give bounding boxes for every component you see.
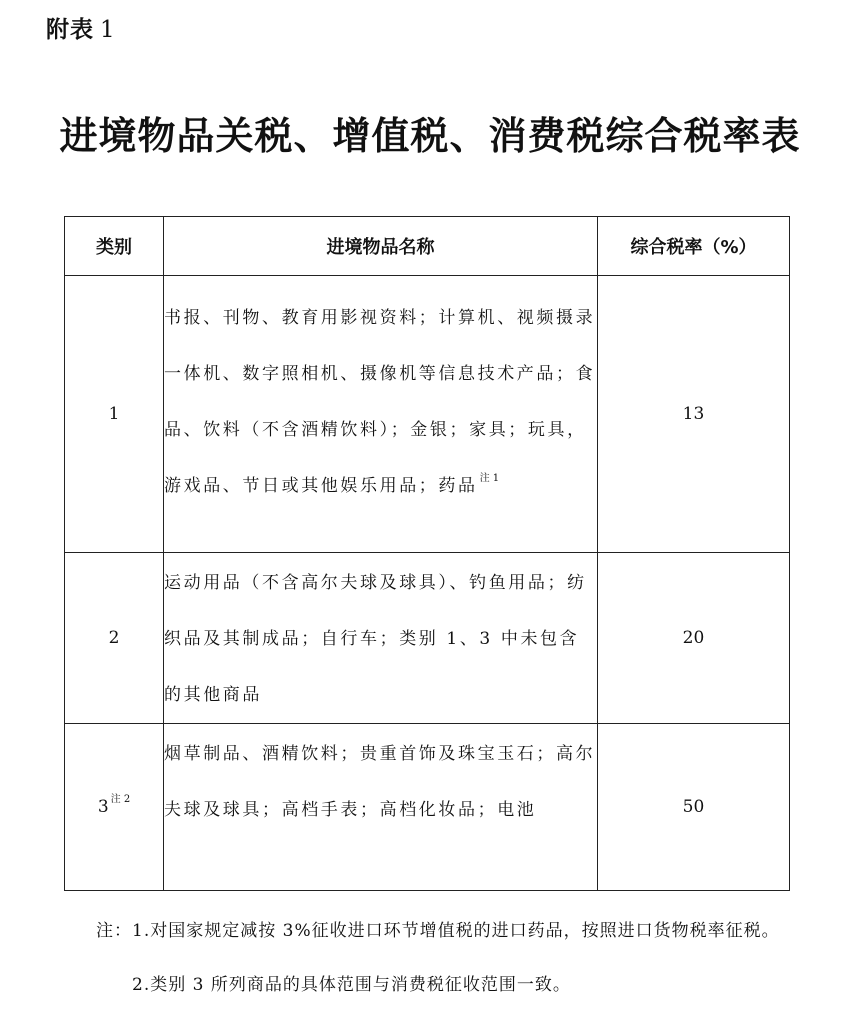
table-row: [65, 276, 790, 553]
items-cell: [164, 276, 598, 553]
note-2: 2.类别 3 所列商品的具体范围与消费税征收范围一致。: [132, 975, 571, 995]
annex-number: 1: [100, 17, 116, 43]
rate-value: 50: [682, 797, 705, 817]
items-text: 烟草制品、酒精饮料；贵重首饰及珠宝玉石；高尔夫球及球具；高档手表；高档化妆品；电池: [164, 744, 596, 820]
notes-section: [96, 904, 816, 1012]
category-cell: [65, 724, 164, 891]
page-title: 进境物品关税、增值税、消费税综合税率表: [59, 113, 801, 158]
items-text: 书报、刊物、教育用影视资料；计算机、视频摄录一体机、数字照相机、摄像机等信息技术产品；食品、饮料（不含酒精饮料）；金银；家具；玩具，游戏品、节日或其他娱乐用品；药品: [164, 308, 596, 496]
rate-cell: [598, 724, 790, 891]
items-cell: [164, 724, 598, 891]
column-header-rate: 综合税率（%）: [598, 217, 790, 276]
category-value: 3: [97, 797, 109, 817]
table-row: [65, 724, 790, 891]
rate-cell: [598, 276, 790, 553]
tax-rate-table: [64, 216, 790, 891]
annex-label: [46, 14, 116, 46]
column-header-category: 类别: [65, 217, 164, 276]
category-value: 1: [108, 404, 120, 424]
rate-cell: [598, 553, 790, 724]
table-row: [65, 553, 790, 724]
note-1: 注：1.对国家规定减按 3%征收进口环节增值税的进口药品，按照进口货物税率征税。: [96, 921, 780, 941]
category-cell: [65, 553, 164, 724]
items-cell: [164, 553, 598, 724]
table-header-row: [65, 217, 790, 276]
rate-value: 20: [682, 628, 705, 648]
footnote-marker: 注 2: [110, 794, 131, 805]
footnote-marker: 注 1: [479, 473, 500, 484]
annex-label-text: 附表: [46, 17, 94, 43]
category-cell: [65, 276, 164, 553]
rate-value: 13: [682, 404, 705, 424]
column-header-items: 进境物品名称: [164, 217, 598, 276]
items-text: 运动用品（不含高尔夫球及球具）、钓鱼用品；纺织品及其制成品；自行车；类别 1、3 中未包含的其他商品: [164, 573, 587, 705]
category-value: 2: [108, 628, 120, 648]
